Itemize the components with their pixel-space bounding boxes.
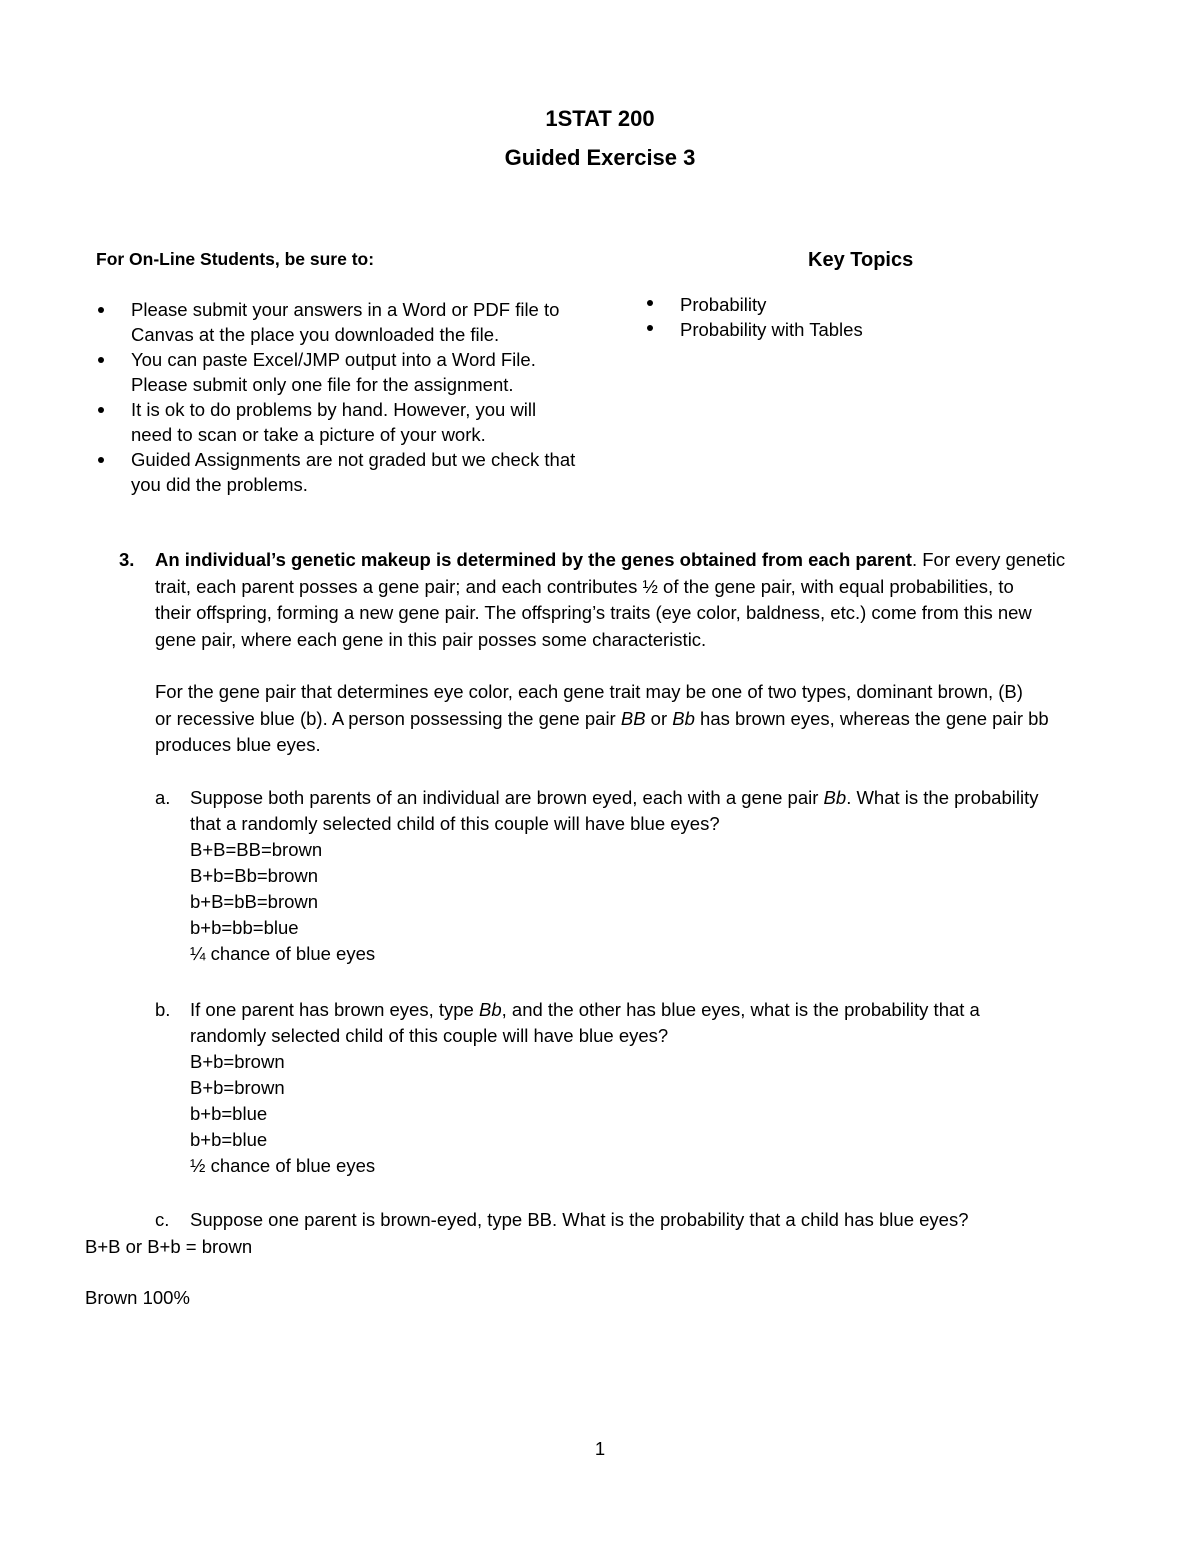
paragraph-text: or xyxy=(645,707,673,729)
part-c-answer: B+B or B+b = brown xyxy=(85,1236,253,1257)
answer-line: B+b=brown xyxy=(190,1051,285,1072)
answer-line: ¼ chance of blue eyes xyxy=(190,943,376,964)
key-topics-list xyxy=(646,292,863,342)
list-item-line: It is ok to do problems by hand. However, you will xyxy=(131,399,537,420)
list-item-line: Canvas at the place you downloaded the file. xyxy=(131,324,500,345)
part-a-label: a. xyxy=(155,787,171,808)
answer-line: b+b=blue xyxy=(190,1103,268,1124)
question-line: their offspring, forming a new gene pair. The offspring’s traits (eye color, baldness, etc.) come from this new xyxy=(155,602,1032,623)
question-number: 3. xyxy=(119,549,135,570)
question-paragraph-2 xyxy=(155,679,1115,759)
paragraph-text: or recessive blue (b). A person possessing the gene pair xyxy=(155,707,621,729)
part-a-text: Suppose both parents of an individual are brown eyed, each with a gene pair xyxy=(190,787,824,808)
part-a-text: . What is the probability xyxy=(846,787,1039,808)
gene-pair-label: BB xyxy=(620,707,646,729)
paragraph-line: produces blue eyes. xyxy=(155,734,321,755)
list-item-line: Guided Assignments are not graded but we check that xyxy=(131,449,576,470)
paragraph-line: For the gene pair that determines eye color, each gene trait may be one of two types, dominant brown, (B) xyxy=(155,681,1023,702)
page-number: 1 xyxy=(594,1438,606,1459)
part-b-text: randomly selected child of this couple will have blue eyes? xyxy=(190,1025,669,1046)
bullet-icon xyxy=(647,300,653,306)
answer-line: B+b=Bb=brown xyxy=(190,865,319,886)
bullet-icon xyxy=(98,457,104,463)
list-item xyxy=(96,397,575,447)
gene-pair-label: Bb xyxy=(478,999,502,1020)
bullet-icon xyxy=(98,357,104,363)
topic-label: Probability xyxy=(680,294,767,315)
list-item xyxy=(646,317,863,342)
list-item xyxy=(96,347,575,397)
gene-pair-label: Bb xyxy=(823,787,847,808)
bullet-icon xyxy=(647,325,653,331)
answer-line: B+B=BB=brown xyxy=(190,839,323,860)
list-item-line: you did the problems. xyxy=(131,474,308,495)
gene-pair-label: Bb xyxy=(672,707,695,729)
question-intro xyxy=(155,547,1115,653)
instructions-heading: For On-Line Students, be sure to: xyxy=(96,249,375,269)
instructions-list xyxy=(96,297,575,497)
page-title: Guided Exercise 3 xyxy=(504,145,696,170)
answer-line: b+b=blue xyxy=(190,1129,268,1150)
list-item-line: Please submit your answers in a Word or PDF file to xyxy=(131,299,560,320)
topic-label: Probability with Tables xyxy=(680,319,863,340)
answer-line: ½ chance of blue eyes xyxy=(190,1155,376,1176)
list-item-line: Please submit only one file for the assignment. xyxy=(131,374,514,395)
key-topics-heading: Key Topics xyxy=(808,249,914,271)
list-item-line: You can paste Excel/JMP output into a Word File. xyxy=(131,349,536,370)
part-b-text: , and the other has blue eyes, what is the probability that a xyxy=(501,999,980,1020)
list-item-line: need to scan or take a picture of your work. xyxy=(131,424,486,445)
part-c-conclusion: Brown 100% xyxy=(85,1287,190,1308)
answer-line: b+b=bb=blue xyxy=(190,917,299,938)
part-a-text: that a randomly selected child of this couple will have blue eyes? xyxy=(190,813,720,834)
part-c-question: Suppose one parent is brown-eyed, type BB. What is the probability that a child has blue eyes? xyxy=(190,1209,969,1230)
answer-line: B+b=brown xyxy=(190,1077,285,1098)
paragraph-text: has brown eyes, whereas the gene pair bb xyxy=(694,707,1049,729)
part-c-label: c. xyxy=(155,1209,170,1230)
question-lead-rest: . For every genetic xyxy=(911,549,1066,570)
question-line: gene pair, where each gene in this pair posses some characteristic. xyxy=(155,628,707,650)
list-item xyxy=(96,297,575,347)
bullet-icon xyxy=(98,407,104,413)
list-item xyxy=(96,447,575,497)
list-item xyxy=(646,292,863,317)
part-b-text: If one parent has brown eyes, type xyxy=(190,999,479,1020)
bullet-icon xyxy=(98,307,104,313)
question-line: trait, each parent posses a gene pair; and each contributes ½ of the gene pair, with equal probabilities, to xyxy=(155,575,1014,597)
question-lead: An individual’s genetic makeup is determined by the genes obtained from each parent xyxy=(155,549,912,570)
course-code: 1STAT 200 xyxy=(545,106,655,131)
part-b-label: b. xyxy=(155,999,171,1020)
part-a xyxy=(190,785,1120,967)
part-b xyxy=(190,997,1120,1179)
answer-line: b+B=bB=brown xyxy=(190,891,319,912)
